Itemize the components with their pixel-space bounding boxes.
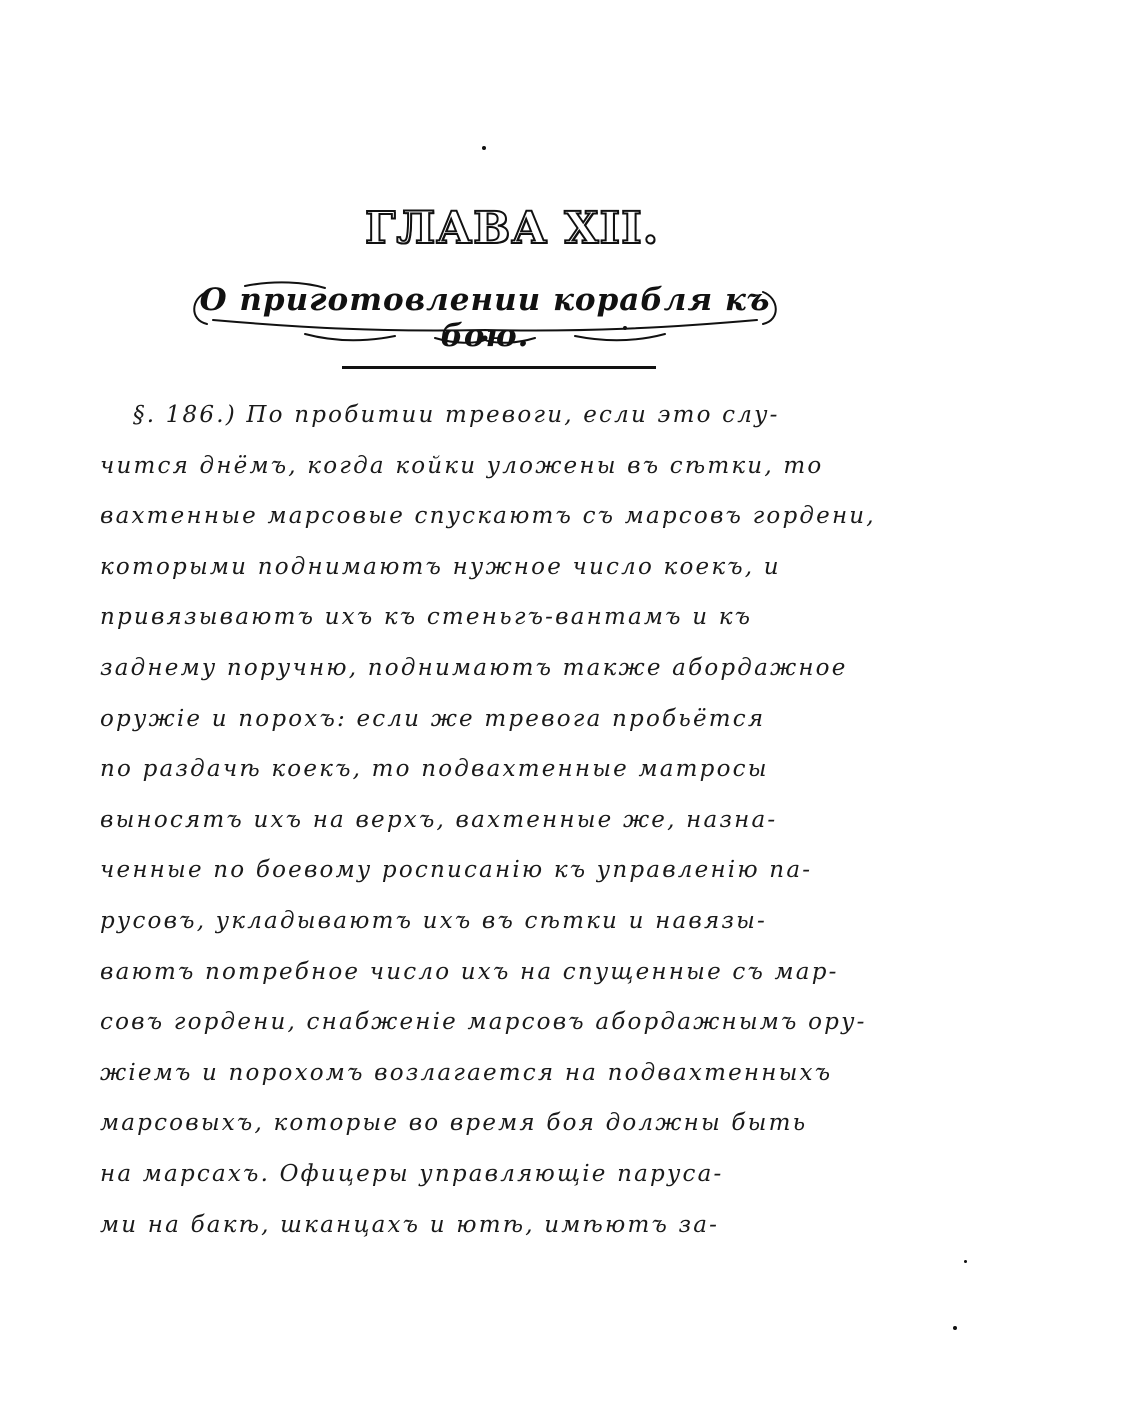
text-line: ми на бакѣ, шканцахъ и ютѣ, имѣютъ за- bbox=[100, 1211, 720, 1238]
text-line: §. 186.) По пробитии тревоги, если это слу- bbox=[133, 402, 780, 428]
text-line: жіемъ и порохомъ возлагается на подвахтенныхъ bbox=[100, 1059, 833, 1086]
chapter-subtitle-block bbox=[185, 276, 785, 354]
chapter-subtitle: О приготовлении корабля къ бою. bbox=[199, 282, 771, 354]
handwritten-body-text bbox=[100, 390, 940, 1250]
text-line: чится днёмъ, когда койки уложены въ сѣтки, то bbox=[100, 452, 824, 479]
text-line: выносятъ ихъ на верхъ, вахтенные же, назна- bbox=[100, 806, 778, 833]
ink-speck bbox=[964, 1260, 967, 1263]
ink-speck bbox=[482, 146, 486, 150]
text-line: оружіе и порохъ: если же тревога пробьётся bbox=[100, 705, 766, 732]
text-line: по раздачѣ коекъ, то подвахтенные матросы bbox=[100, 756, 769, 783]
ink-speck bbox=[953, 1326, 957, 1330]
text-line: вахтенные марсовые спускаютъ съ марсовъ гордени, bbox=[100, 503, 876, 530]
text-line: на марсахъ. Офицеры управляющіе паруса- bbox=[100, 1160, 724, 1187]
title-divider-rule bbox=[342, 366, 656, 369]
text-line: заднему поручню, поднимаютъ также абордажное bbox=[100, 654, 848, 681]
text-line: совъ гордени, снабженіе марсовъ абордажнымъ ору- bbox=[100, 1009, 867, 1036]
text-line: которыми поднимаютъ нужное число коекъ, и bbox=[100, 553, 781, 580]
text-line: ваютъ потребное число ихъ на спущенные съ мар- bbox=[100, 958, 839, 985]
text-line: марсовыхъ, которые во время боя должны быть bbox=[100, 1110, 808, 1137]
text-line: русовъ, укладываютъ ихъ въ сѣтки и навязы- bbox=[100, 907, 768, 934]
text-line: ченные по боевому росписанію къ управленію па- bbox=[100, 857, 813, 884]
chapter-title: ГЛАВА XII. bbox=[364, 203, 660, 254]
text-line: привязываютъ ихъ къ стеньгъ-вантамъ и къ bbox=[100, 604, 753, 631]
